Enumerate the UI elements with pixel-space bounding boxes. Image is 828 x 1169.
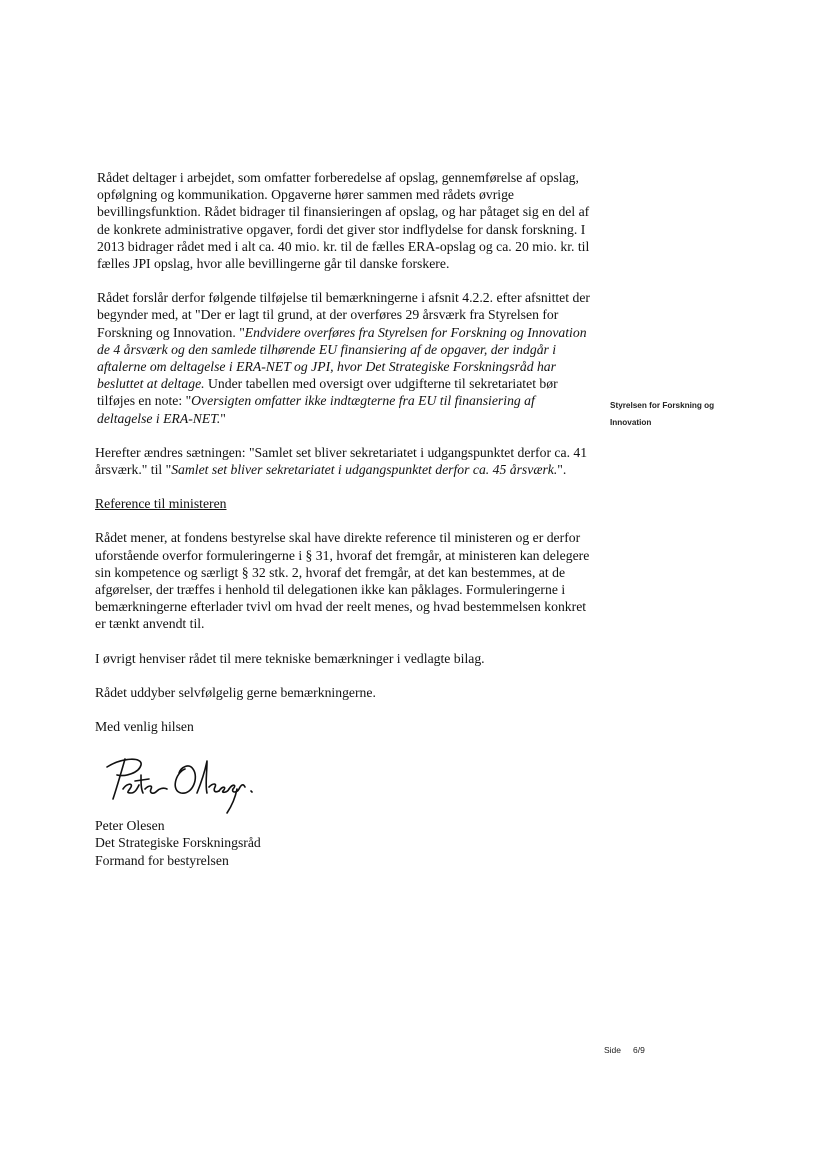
- paragraph-technical-remarks: I øvrigt henviser rådet til mere tekniske bemærkninger i vedlagte bilag.: [95, 650, 485, 666]
- italic-quote: Endvidere overføres fra Styrelsen for Forskning og Innovation de 4 årsværk og den samlede tilhørende EU finansiering af de opgaver, der indgår i aftalerne om deltagelse i ERA-NET og JPI, hvor Det Strategiske Forskningsråd har besluttet at deltage.: [97, 324, 587, 392]
- paragraph-text: Under tabellen med oversigt over udgifterne til sekretariatet bør tilføjes en note: ": [97, 376, 558, 409]
- signatory-block: [95, 817, 591, 869]
- closing-salutation: Med venlig hilsen: [95, 719, 194, 735]
- paragraph-sentence-change: [95, 444, 591, 478]
- italic-quote: Samlet set bliver sekretariatet i udgangspunktet derfor ca. 45 årsværk.: [171, 462, 558, 478]
- paragraph-text: Rådet forslår derfor følgende tilføjelse til bemærkningerne i afsnit 4.2.2. efter afsnittet der begynder med, at "Der er lagt til grund, at der overføres 29 årsværk fra Styrelsen for Forskning og Innovation. ": [97, 290, 590, 340]
- italic-quote: Oversigten omfatter ikke indtægterne fra EU til finansiering af deltagelse i ERA-NET.: [97, 393, 535, 426]
- signatory-organization: Det Strategiske Forskningsråd: [95, 835, 261, 851]
- paragraph-text: ": [220, 410, 226, 426]
- section-heading: Reference til ministeren: [95, 496, 227, 512]
- sender-organization: [610, 397, 770, 431]
- page-number: [604, 1045, 645, 1055]
- page-label: Side: [604, 1045, 622, 1055]
- handwritten-signature: [101, 749, 261, 815]
- letter-body: [95, 169, 591, 869]
- paragraph-elaboration: Rådet uddyber selvfølgelig gerne bemærkningerne.: [95, 684, 376, 700]
- paragraph-council-participation: Rådet deltager i arbejdet, som omfatter forberedelse af opslag, gennemførelse af opslag, opfølgning og kommunikation. Opgaverne hører sammen med rådets øvrige bevillingsfunktion. Rådet bidrager til finansieringen af opslag, og har påtaget sig en del af de konkrete administrative opgaver, fordi det giver stor indflydelse for dansk forskning. I 2013 bidrager rådet med i alt ca. 40 mio. kr. til de fælles ERA-opslag og ca. 20 mio. kr. til fælles JPI opslag, hvor alle bevillingerne går til danske forskere.: [97, 170, 590, 272]
- sender-line: Styrelsen for Forskning og: [610, 401, 715, 410]
- paragraph-minister-reference: Rådet mener, at fondens bestyrelse skal have direkte reference til ministeren og er derfor uforstående overfor formuleringerne i § 31, hvoraf det fremgår, at ministeren kan delegere sin kompetence og særligt § 32 stk. 2, hvoraf det fremgår, at det kan bestemmes, at de afgørelser, der træffes i henhold til delegationen ikke kan påklages. Formuleringerne i bemærkningerne efterlader tvivl om hvad der reelt menes, og hvad bestemmelsen konkret er tænkt anvendt til.: [95, 530, 590, 632]
- page-count: 6/9: [633, 1045, 645, 1055]
- paragraph-text: ".: [557, 462, 567, 478]
- paragraph-text: Herefter ændres sætningen: "Samlet set bliver sekretariatet i udgangspunktet derfor ca. 41 årsværk." til ": [95, 444, 588, 478]
- signatory-name: Peter Olesen: [95, 818, 165, 834]
- paragraph-proposed-addition: [97, 289, 591, 427]
- signatory-title: Formand for bestyrelsen: [95, 852, 229, 868]
- sender-line: Innovation: [610, 418, 652, 427]
